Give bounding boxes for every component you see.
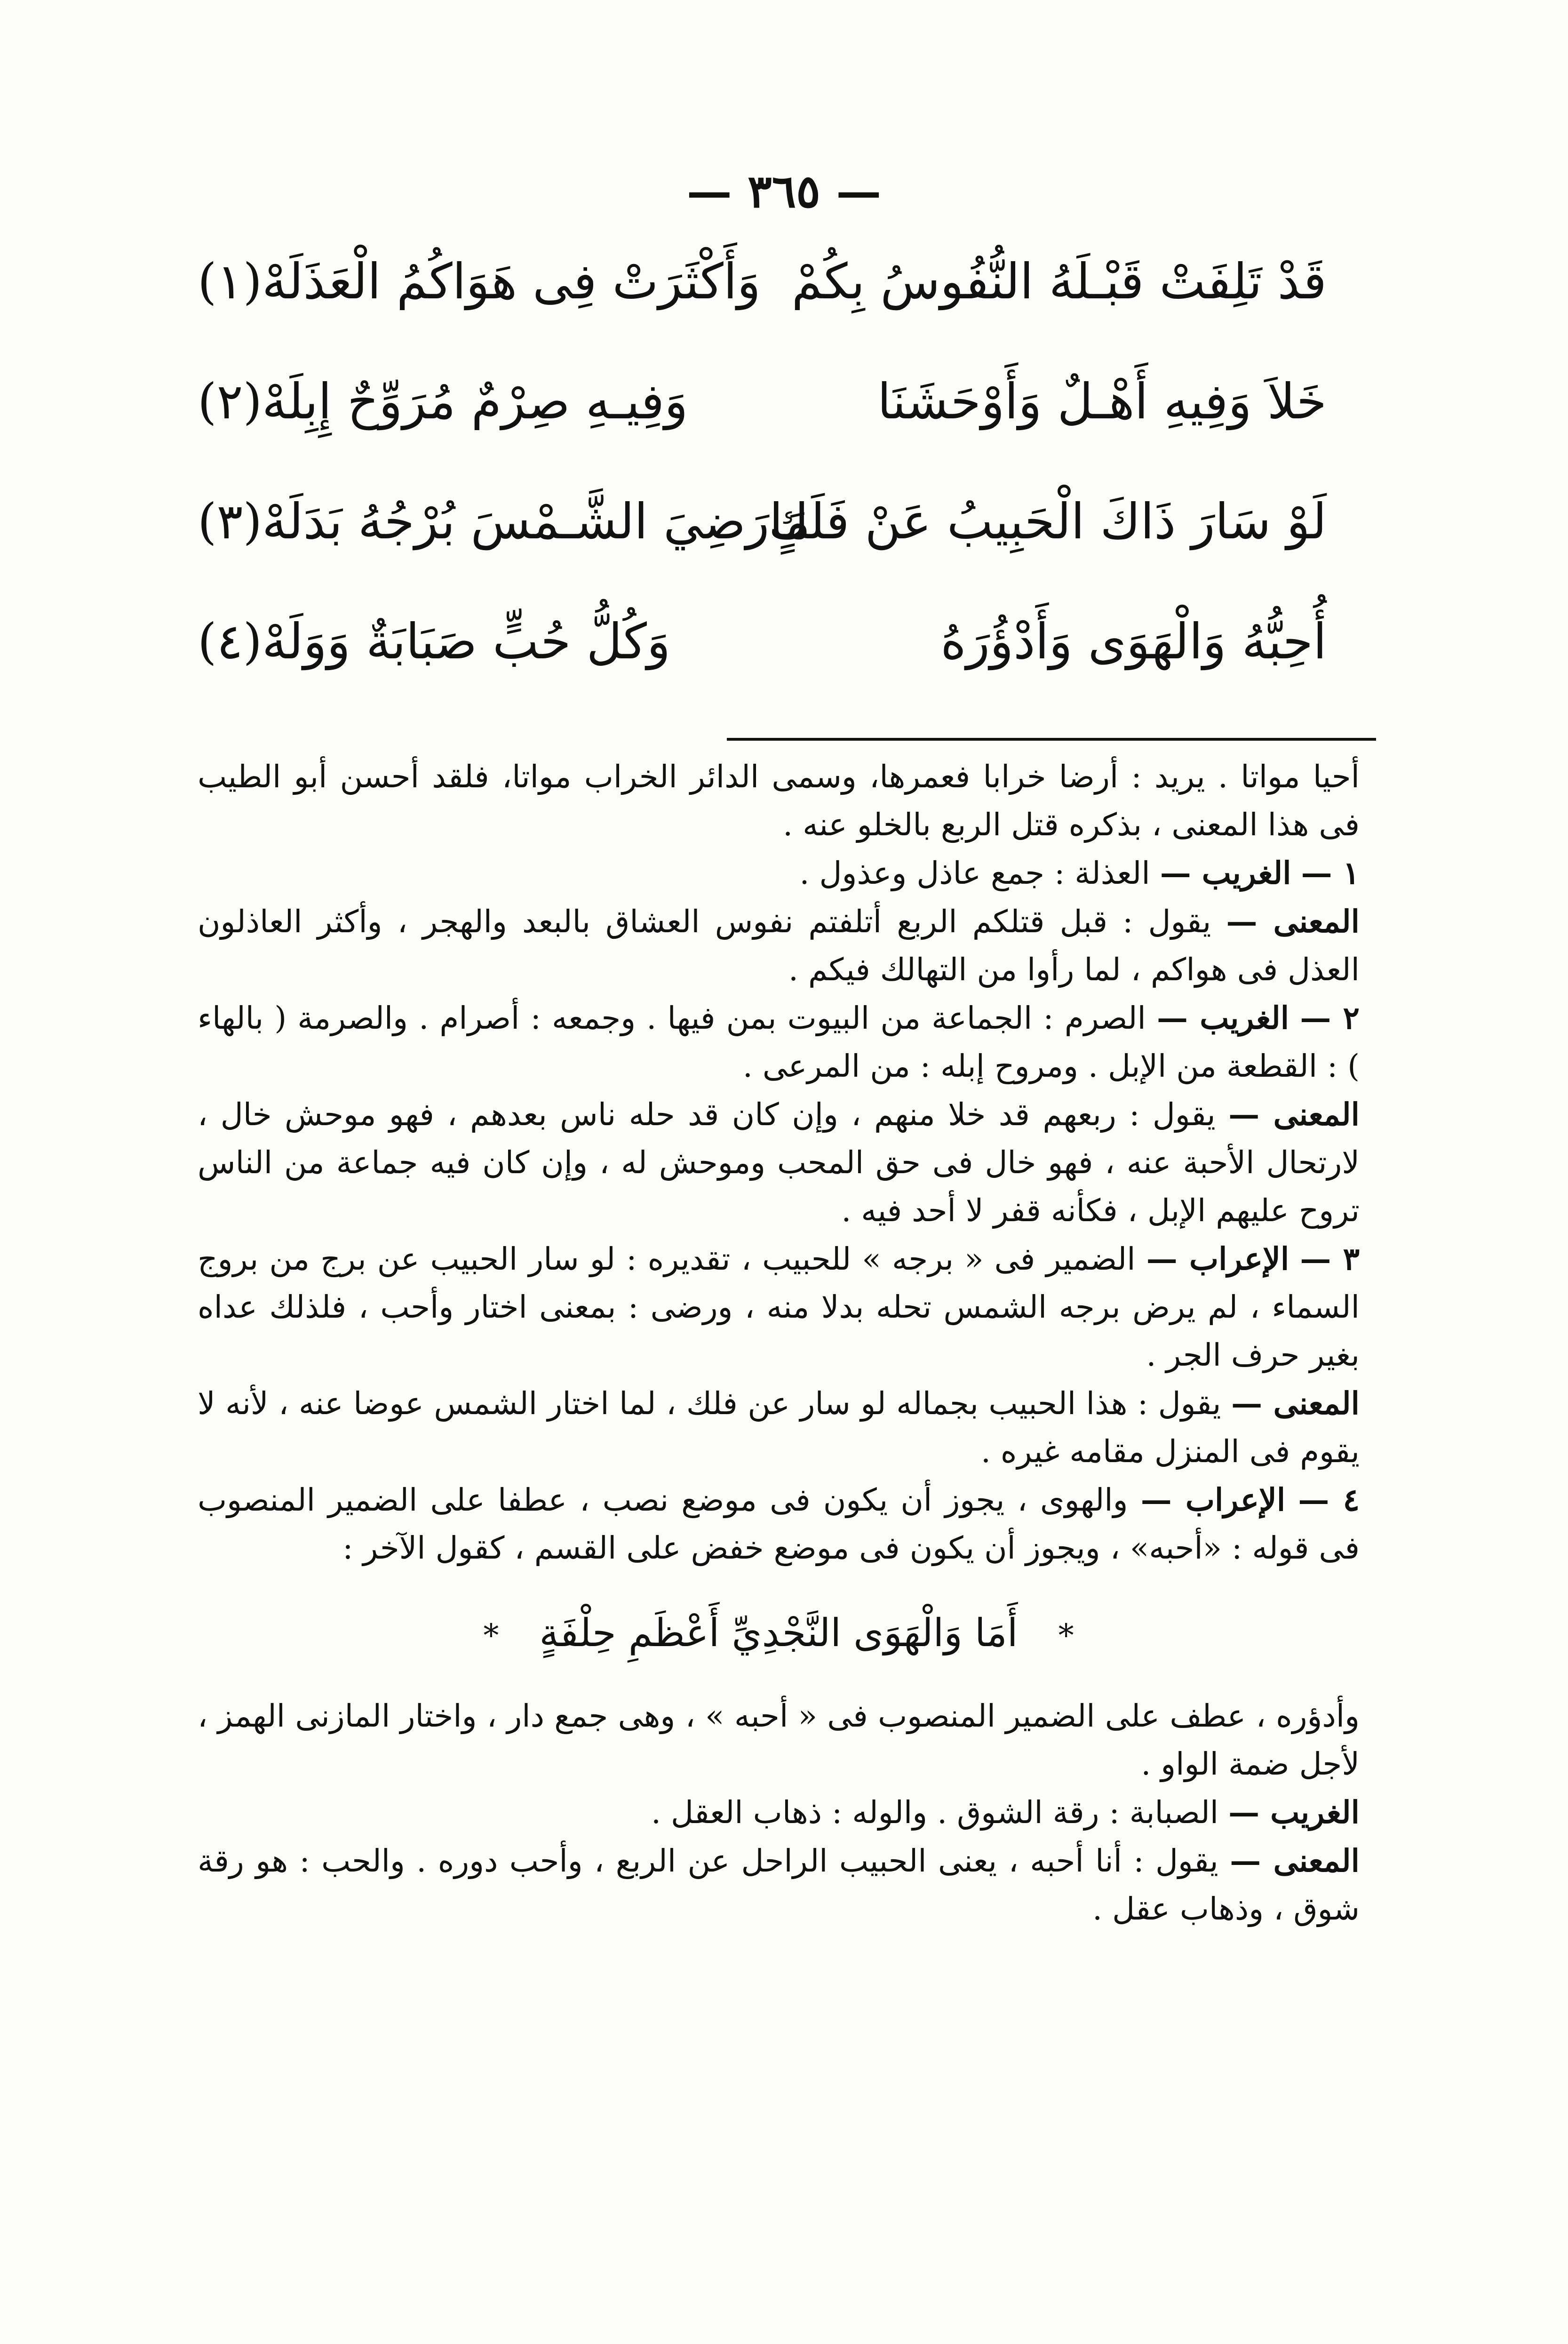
- hemistich-second: مَارَضِيَ الشَّـمْسَ بُرْجُهُ بَدَلَهْ(٣): [198, 493, 811, 550]
- poem: [198, 245, 1327, 725]
- note-number: ٣ —: [1300, 1240, 1360, 1277]
- note-heading: المعنى —: [1230, 1842, 1360, 1879]
- note-text: الصبابة : رقة الشوق . والوله : ذهاب العقل .: [651, 1794, 1219, 1831]
- note-2-gharib: [198, 994, 1360, 1090]
- hemistich-second: وَكُلُّ حُبٍّ صَبَابَةٌ وَوَلَهْ(٤): [198, 613, 671, 670]
- note-text: يقول : قبل قتلكم الربع أتلفتم نفوس العشاق بالبعد والهجر ، وأكثر العاذلون العذل فى هواكم ، لما رأوا من التهالك فيكم .: [198, 904, 1360, 988]
- note-text: يقول : هذا الحبيب بجماله لو سار عن فلك ، لما اختار الشمس عوضا عنه ، لأنه لا يقوم فى المنزل مقامه غيره .: [198, 1385, 1360, 1470]
- note-3-irab: [198, 1235, 1360, 1379]
- hemistich-first: أُحِبُّهُ وَالْهَوَى وَأَدْؤُرَهُ: [940, 613, 1327, 670]
- note-3-maana: [198, 1379, 1360, 1476]
- verse-3: [198, 485, 1327, 605]
- note-text: الضمير فى « برجه » للحبيب ، تقديره : لو سار الحبيب عن برج من بروج السماء ، لم يرض برجه الشمس تحله بدلا منه ، ورضى : بمعنى اختار وأحب ، فلذلك عداه بغير حرف الجر .: [198, 1241, 1360, 1373]
- asterisk: *: [483, 1617, 499, 1654]
- note-1-gharib: [198, 849, 1360, 897]
- verse-4: [198, 605, 1327, 725]
- note-number: ١ —: [1301, 855, 1360, 891]
- verse-2: [198, 365, 1327, 485]
- commentary-intro: أحيا مواتا . يريد : أرضا خرابا فعمرها، وسمى الدائر الخراب مواتا، فلقد أحسن أبو الطيب فى هذا المعنى ، بذكره قتل الربع بالخلو عنه .: [198, 759, 1360, 843]
- hemistich-first: لَوْ سَارَ ذَاكَ الْحَبِيبُ عَنْ فَلَكٍ: [768, 493, 1327, 550]
- note-heading: الإعراب —: [1140, 1481, 1286, 1518]
- note-1-maana: [198, 897, 1360, 994]
- note-2-maana: [198, 1090, 1360, 1235]
- note-heading: الغريب —: [1228, 1794, 1360, 1831]
- note-text: والهوى ، يجوز أن يكون فى موضع نصب ، عطفا على الضمير المنصوب فى قوله : «أحبه» ، ويجوز أن يكون فى موضع خفض على القسم ، كقول الآخر :: [198, 1482, 1360, 1566]
- quoted-verse: [198, 1586, 1360, 1683]
- footnote-divider: [727, 738, 1376, 741]
- note-number: ٢ —: [1300, 1000, 1360, 1036]
- note-heading: الغريب —: [1157, 1000, 1289, 1036]
- note-4-maana: [198, 1837, 1360, 1933]
- note-4-gharib: [198, 1788, 1360, 1837]
- note-4-after-quote: وأدؤره ، عطف على الضمير المنصوب فى « أحبه » ، وهى جمع دار ، واختار المازنى الهمز ، لأجل ضمة الواو .: [198, 1698, 1360, 1782]
- note-text: يقول : أنا أحبه ، يعنى الحبيب الراحل عن الربع ، وأحب دوره . والحب : هو رقة شوق ، وذهاب عقل .: [198, 1843, 1360, 1927]
- note-4-irab: [198, 1476, 1360, 1572]
- hemistich-first: خَلاَ وَفِيهِ أَهْـلٌ وَأَوْحَشَنَا: [877, 373, 1327, 430]
- verse-1: [198, 245, 1327, 365]
- hemistich-second: وَأَكْثَرَتْ فِى هَوَاكُمُ الْعَذَلَهْ(١): [198, 253, 761, 310]
- note-heading: المعنى —: [1231, 1385, 1360, 1422]
- note-heading: المعنى —: [1226, 903, 1360, 940]
- note-heading: الإعراب —: [1146, 1240, 1289, 1277]
- note-text: يقول : ربعهم قد خلا منهم ، وإن كان قد حله ناس بعدهم ، فهو موحش خال ، لارتحال الأحبة عنه ، فهو خال فى حق المحب وموحش له ، وإن كان فيه جماعة من الناس تروح عليهم الإبل ، فكأنه قفر لا أحد فيه .: [198, 1096, 1360, 1229]
- note-text: الصرم : الجماعة من البيوت بمن فيها . وجمعه : أصرام . والصرمة ( بالهاء ) : القطعة من الإبل . ومروح إبله : من المرعى .: [198, 1000, 1360, 1084]
- note-number: ٤ —: [1298, 1481, 1360, 1518]
- commentary: [198, 753, 1360, 1933]
- hemistich-first: قَدْ تَلِفَتْ قَبْـلَهُ النُّفُوسُ بِكُمْ: [791, 253, 1327, 310]
- note-heading: الغريب —: [1160, 855, 1291, 891]
- note-text: العذلة : جمع عاذل وعذول .: [799, 855, 1150, 891]
- quoted-verse-text: أَمَا وَالْهَوَى النَّجْدِيِّ أَعْظَمِ حِلْفَةٍ: [539, 1611, 1018, 1656]
- asterisk: *: [1058, 1617, 1074, 1654]
- note-heading: المعنى —: [1228, 1096, 1360, 1133]
- page-number: — ٣٦٥ —: [686, 165, 882, 218]
- hemistich-second: وَفِيـهِ صِرْمٌ مُرَوِّحٌ إِبِلَهْ(٢): [198, 373, 688, 430]
